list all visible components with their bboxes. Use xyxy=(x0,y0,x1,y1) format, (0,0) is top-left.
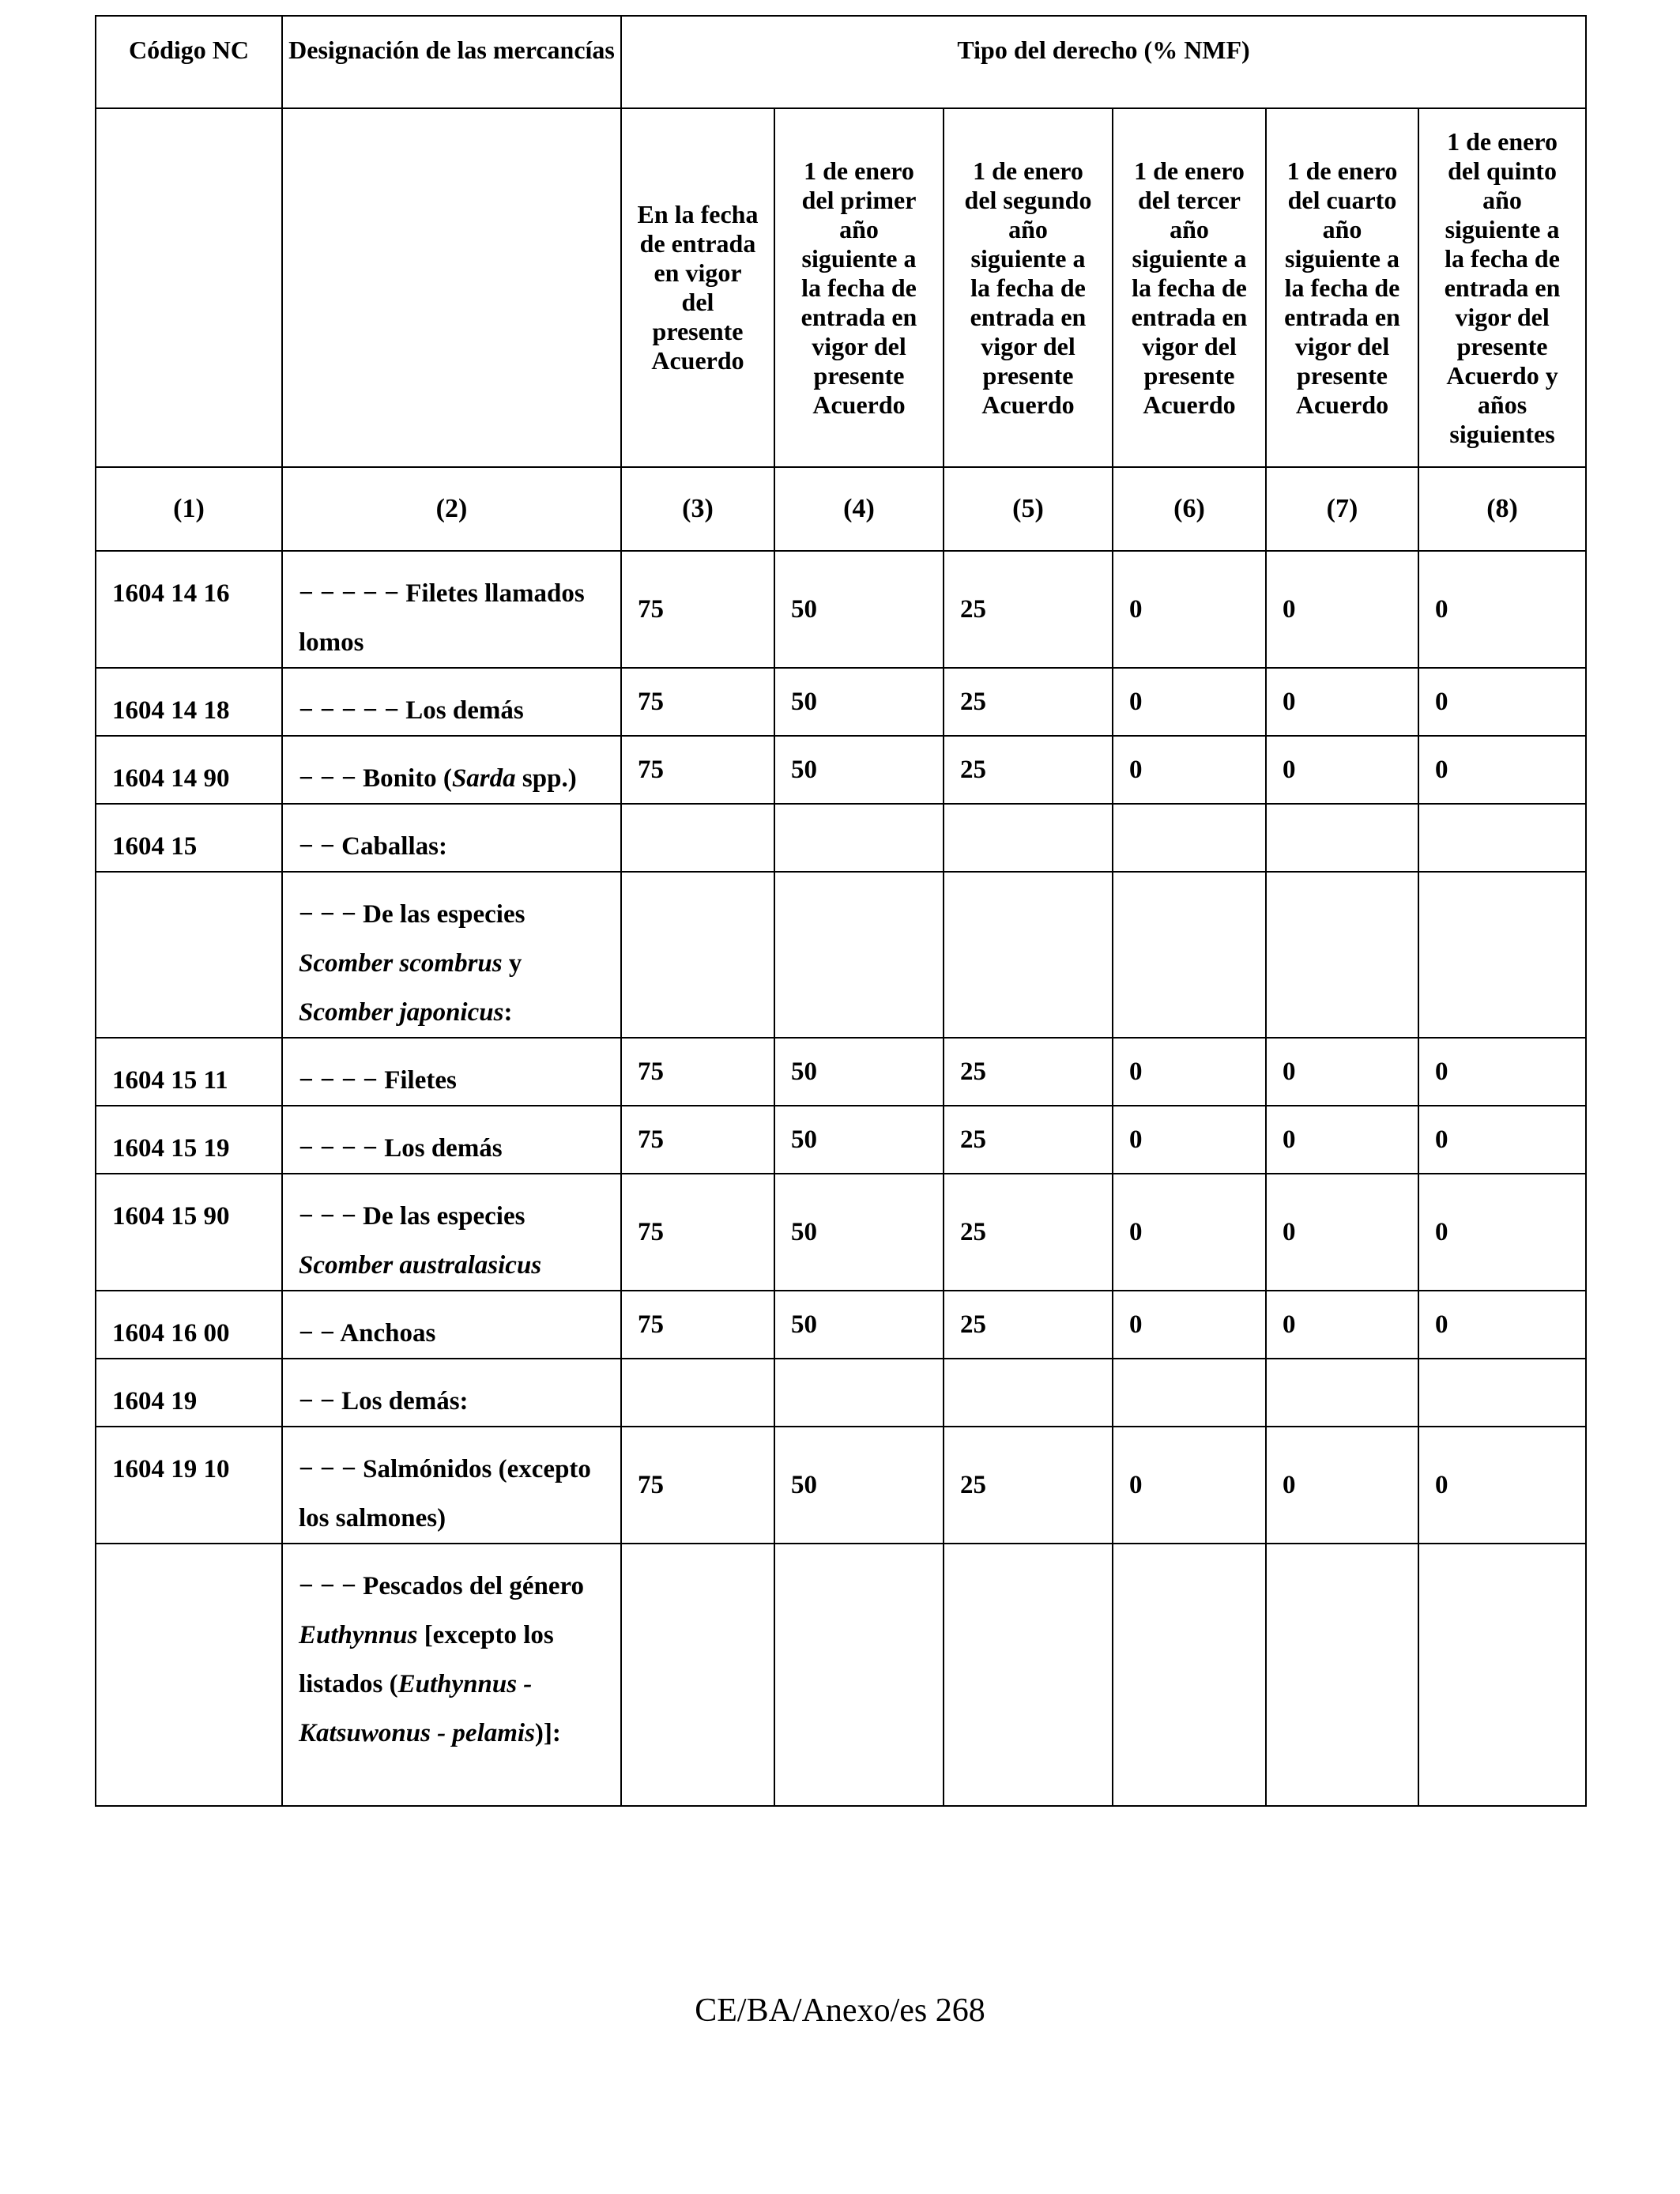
duty-rate: 25 xyxy=(944,1427,1113,1544)
table-row xyxy=(96,551,1586,668)
nc-code: 1604 19 xyxy=(96,1359,282,1427)
table-row xyxy=(96,872,1586,1038)
duty-rate: 0 xyxy=(1418,551,1586,668)
duty-rate: 50 xyxy=(774,1106,944,1174)
nc-code: 1604 16 00 xyxy=(96,1291,282,1359)
column-number-row xyxy=(96,467,1586,551)
description-italic-fragment: Sarda xyxy=(451,764,516,793)
duty-rate xyxy=(1266,804,1418,872)
column-number: (1) xyxy=(96,467,282,551)
column-number: (5) xyxy=(944,467,1113,551)
nc-code: 1604 19 10 xyxy=(96,1427,282,1544)
subheader-stage: 1 de enero del segundo año siguiente a la fecha de entrada en vigor del presente Acuerdo xyxy=(944,108,1113,467)
duty-rate xyxy=(621,1359,774,1427)
duty-rate xyxy=(1266,1359,1418,1427)
duty-rate xyxy=(1418,872,1586,1038)
subheader-empty xyxy=(96,108,282,467)
goods-description xyxy=(282,1106,621,1174)
duty-rate: 0 xyxy=(1418,1427,1586,1544)
duty-rate xyxy=(1266,872,1418,1038)
description-fragment: − − − Salmónidos (excepto los salmones) xyxy=(299,1455,591,1532)
description-fragment: − − − − Los demás xyxy=(299,1134,503,1163)
subheader-stage: 1 de enero del cuarto año siguiente a la fecha de entrada en vigor del presente Acuerdo xyxy=(1266,108,1418,467)
description-italic-fragment: Euthynnus xyxy=(299,1621,418,1649)
description-fragment: − − − Pescados del género xyxy=(299,1572,585,1600)
subheader-stage: En la fecha de entrada en vigor del presente Acuerdo xyxy=(621,108,774,467)
description-fragment: − − − − − Los demás xyxy=(299,696,524,725)
duty-rate: 75 xyxy=(621,1291,774,1359)
duty-rate xyxy=(621,872,774,1038)
duty-rate: 50 xyxy=(774,1174,944,1291)
description-fragment: − − − Bonito ( xyxy=(299,764,452,793)
goods-description xyxy=(282,668,621,736)
nc-code: 1604 15 90 xyxy=(96,1174,282,1291)
duty-rate: 25 xyxy=(944,1106,1113,1174)
table-row xyxy=(96,1359,1586,1427)
duty-rate xyxy=(944,804,1113,872)
goods-description xyxy=(282,1174,621,1291)
subheader-stage: 1 de enero del primer año siguiente a la fecha de entrada en vigor del presente Acuerdo xyxy=(774,108,944,467)
description-fragment: − − − − − Filetes llamados lomos xyxy=(299,579,585,657)
table-body xyxy=(96,551,1586,1806)
column-number: (8) xyxy=(1418,467,1586,551)
table-row xyxy=(96,1291,1586,1359)
column-number: (4) xyxy=(774,467,944,551)
duty-rate xyxy=(1418,804,1586,872)
nc-code: 1604 15 19 xyxy=(96,1106,282,1174)
nc-code: 1604 14 90 xyxy=(96,736,282,804)
duty-rate: 75 xyxy=(621,1038,774,1106)
goods-description xyxy=(282,1038,621,1106)
duty-rate: 75 xyxy=(621,1174,774,1291)
duty-rate xyxy=(774,1544,944,1806)
duty-rate: 75 xyxy=(621,1427,774,1544)
tariff-table xyxy=(95,15,1587,1807)
duty-rate xyxy=(1266,1544,1418,1806)
column-number: (6) xyxy=(1113,467,1266,551)
duty-rate: 75 xyxy=(621,551,774,668)
duty-rate xyxy=(1418,1359,1586,1427)
duty-rate: 0 xyxy=(1113,1038,1266,1106)
duty-rate: 0 xyxy=(1113,1427,1266,1544)
subheader-empty xyxy=(282,108,621,467)
table-row xyxy=(96,736,1586,804)
duty-rate: 50 xyxy=(774,668,944,736)
duty-rate: 75 xyxy=(621,1106,774,1174)
table-row xyxy=(96,1174,1586,1291)
description-fragment: − − − De las especies xyxy=(299,900,525,929)
header-designation: Designación de las mercancías xyxy=(282,16,621,108)
description-fragment: y xyxy=(502,949,522,978)
duty-rate: 0 xyxy=(1266,1427,1418,1544)
header-code: Código NC xyxy=(96,16,282,108)
duty-rate xyxy=(774,1359,944,1427)
header-row xyxy=(96,16,1586,108)
description-italic-fragment: Scomber scombrus xyxy=(299,949,503,978)
nc-code: 1604 15 xyxy=(96,804,282,872)
duty-rate: 0 xyxy=(1266,551,1418,668)
table-row xyxy=(96,1544,1586,1806)
goods-description xyxy=(282,1359,621,1427)
subheader-stage: 1 de enero del quinto año siguiente a la fecha de entrada en vigor del presente Acuerdo y años siguientes xyxy=(1418,108,1586,467)
goods-description xyxy=(282,872,621,1038)
duty-rate: 0 xyxy=(1418,668,1586,736)
description-fragment: − − − − Filetes xyxy=(299,1066,457,1095)
goods-description xyxy=(282,551,621,668)
duty-rate: 0 xyxy=(1418,1106,1586,1174)
description-fragment: − − Los demás: xyxy=(299,1387,469,1416)
table-row xyxy=(96,1106,1586,1174)
header-rate-group: Tipo del derecho (% NMF) xyxy=(621,16,1586,108)
table-row xyxy=(96,1427,1586,1544)
nc-code: 1604 14 16 xyxy=(96,551,282,668)
description-italic-fragment: Euthynnus - Katsuwonus - pelamis xyxy=(299,1670,535,1747)
duty-rate xyxy=(621,1544,774,1806)
nc-code: 1604 14 18 xyxy=(96,668,282,736)
table-row xyxy=(96,804,1586,872)
duty-rate: 0 xyxy=(1266,1038,1418,1106)
column-number: (3) xyxy=(621,467,774,551)
subheader-stage: 1 de enero del tercer año siguiente a la fecha de entrada en vigor del presente Acuerdo xyxy=(1113,108,1266,467)
duty-rate: 75 xyxy=(621,736,774,804)
duty-rate: 0 xyxy=(1266,1106,1418,1174)
duty-rate: 0 xyxy=(1113,736,1266,804)
nc-code: 1604 15 11 xyxy=(96,1038,282,1106)
duty-rate: 0 xyxy=(1418,1174,1586,1291)
goods-description xyxy=(282,736,621,804)
duty-rate: 25 xyxy=(944,1038,1113,1106)
duty-rate: 25 xyxy=(944,551,1113,668)
goods-description xyxy=(282,1427,621,1544)
duty-rate: 50 xyxy=(774,551,944,668)
duty-rate xyxy=(1113,872,1266,1038)
duty-rate: 0 xyxy=(1418,736,1586,804)
duty-rate xyxy=(774,804,944,872)
goods-description xyxy=(282,804,621,872)
description-fragment: − − − De las especies xyxy=(299,1202,525,1231)
duty-rate xyxy=(944,1544,1113,1806)
duty-rate: 0 xyxy=(1113,1106,1266,1174)
nc-code xyxy=(96,872,282,1038)
description-fragment: )]: xyxy=(534,1719,561,1747)
duty-rate: 50 xyxy=(774,1427,944,1544)
duty-rate: 50 xyxy=(774,736,944,804)
duty-rate xyxy=(1113,1544,1266,1806)
nc-code xyxy=(96,1544,282,1806)
duty-rate xyxy=(1113,804,1266,872)
duty-rate: 0 xyxy=(1418,1038,1586,1106)
duty-rate: 0 xyxy=(1266,1291,1418,1359)
description-fragment: : xyxy=(503,998,513,1027)
page-reference: CE/BA/Anexo/es 268 xyxy=(695,1992,985,2029)
column-number: (2) xyxy=(282,467,621,551)
duty-rate: 25 xyxy=(944,1174,1113,1291)
duty-rate: 50 xyxy=(774,1291,944,1359)
duty-rate: 50 xyxy=(774,1038,944,1106)
column-number: (7) xyxy=(1266,467,1418,551)
duty-rate: 0 xyxy=(1418,1291,1586,1359)
description-italic-fragment: Scomber australasicus xyxy=(299,1251,542,1280)
goods-description xyxy=(282,1544,621,1806)
duty-rate: 0 xyxy=(1266,668,1418,736)
duty-rate: 0 xyxy=(1113,1174,1266,1291)
description-fragment: spp.) xyxy=(515,764,577,793)
duty-rate: 0 xyxy=(1266,736,1418,804)
duty-rate xyxy=(944,872,1113,1038)
duty-rate: 0 xyxy=(1113,1291,1266,1359)
duty-rate xyxy=(1418,1544,1586,1806)
description-italic-fragment: Scomber japonicus xyxy=(299,998,504,1027)
table-row xyxy=(96,668,1586,736)
duty-rate xyxy=(621,804,774,872)
duty-rate: 75 xyxy=(621,668,774,736)
duty-rate: 0 xyxy=(1266,1174,1418,1291)
subheader-row xyxy=(96,108,1586,467)
goods-description xyxy=(282,1291,621,1359)
duty-rate: 25 xyxy=(944,736,1113,804)
description-fragment: − − Anchoas xyxy=(299,1319,436,1348)
duty-rate: 0 xyxy=(1113,551,1266,668)
duty-rate: 25 xyxy=(944,668,1113,736)
duty-rate: 25 xyxy=(944,1291,1113,1359)
description-fragment: [excepto los listados ( xyxy=(299,1621,554,1698)
table-row xyxy=(96,1038,1586,1106)
description-fragment: − − Caballas: xyxy=(299,832,447,861)
duty-rate: 0 xyxy=(1113,668,1266,736)
duty-rate xyxy=(774,872,944,1038)
duty-rate xyxy=(1113,1359,1266,1427)
duty-rate xyxy=(944,1359,1113,1427)
